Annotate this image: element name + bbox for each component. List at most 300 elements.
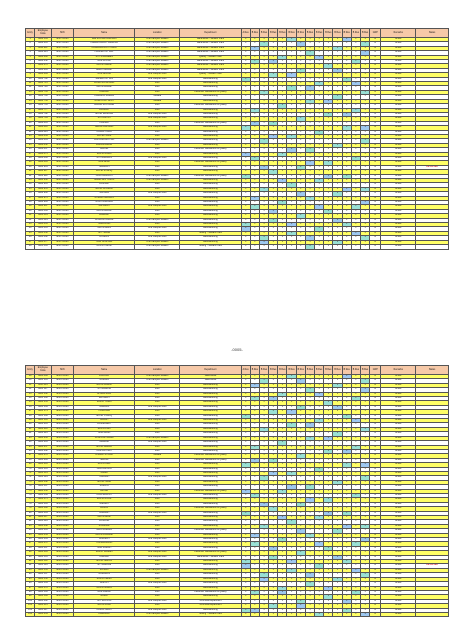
- table-cell: 1: [269, 148, 278, 152]
- table-cell: 1: [259, 427, 268, 431]
- table-cell: 1: [342, 432, 351, 436]
- table-cell: 1: [315, 82, 324, 86]
- table-cell: 76: [26, 493, 35, 497]
- table-cell: 1: [269, 73, 278, 77]
- table-cell: SITI SHARLEEN: [74, 55, 135, 59]
- table-cell: 1: [324, 577, 333, 581]
- table-cell: 1: [360, 227, 369, 231]
- table-cell: 1: [269, 379, 278, 383]
- table-cell: 1: [259, 432, 268, 436]
- table-cell: Manufacturing: [180, 95, 241, 99]
- table-cell: 1: [342, 476, 351, 480]
- table-cell: 3: [241, 60, 250, 64]
- table-cell: 1: [278, 485, 287, 489]
- table-cell: 1: [315, 42, 324, 46]
- table-cell: Active: [381, 485, 416, 489]
- table-cell: Shift 1 2023: [51, 205, 73, 209]
- table-cell: 1: [287, 441, 296, 445]
- column-header: B Res: [342, 366, 351, 375]
- table-cell: Customer Satisfaction & Quality: [180, 489, 241, 493]
- table-cell: 1: [259, 46, 268, 50]
- table-cell: 8004 564: [35, 38, 51, 42]
- table-cell: BSC: [135, 231, 180, 235]
- table-cell: SITI NORBAYA: [74, 156, 135, 160]
- table-cell: Active: [381, 489, 416, 493]
- table-cell: 3: [241, 192, 250, 196]
- table-cell: BSC: [135, 520, 180, 524]
- table-cell: 1: [351, 99, 360, 103]
- table-cell: 3: [241, 240, 250, 244]
- table-cell: 1: [351, 582, 360, 586]
- table-cell: One Campus BSC: [135, 551, 180, 555]
- table-cell: 1: [324, 38, 333, 42]
- table-cell: 1: [305, 82, 314, 86]
- table-cell: 1: [287, 192, 296, 196]
- table-cell: 1: [324, 126, 333, 130]
- table-cell: Manufacturing: [180, 108, 241, 112]
- table-cell: Active: [381, 375, 416, 379]
- table-cell: 1: [278, 608, 287, 612]
- table-cell: Active: [381, 555, 416, 559]
- table-cell: One Campus BSC: [135, 608, 180, 612]
- table-cell: 8005 096: [35, 375, 51, 379]
- table-cell: 1: [351, 170, 360, 174]
- table-cell: 1: [342, 454, 351, 458]
- table-cell: 1: [296, 586, 305, 590]
- table-cell: BSC: [135, 152, 180, 156]
- table-cell: 1: [269, 165, 278, 169]
- table-cell: Manufacturing: [180, 445, 241, 449]
- table-cell: 1: [278, 95, 287, 99]
- table-cell: B: [370, 502, 381, 506]
- table-cell: 1: [287, 445, 296, 449]
- table-cell: 3: [241, 201, 250, 205]
- table-cell: 1: [287, 165, 296, 169]
- table-cell: BSC: [135, 467, 180, 471]
- table-cell: 1: [278, 419, 287, 423]
- table-cell: Manufacturing: [180, 414, 241, 418]
- table-cell: 20: [26, 121, 35, 125]
- table-cell: Active: [381, 126, 416, 130]
- table-cell: Manufacturing: [180, 608, 241, 612]
- table-cell: Active: [381, 577, 416, 581]
- table-cell: 1: [250, 38, 259, 42]
- table-cell: 1: [324, 143, 333, 147]
- table-cell: 3: [241, 51, 250, 55]
- table-cell: Manufacturing: [180, 405, 241, 409]
- table-cell: 1: [296, 590, 305, 594]
- table-cell: B: [370, 68, 381, 72]
- table-cell: BSC: [135, 564, 180, 568]
- table-cell: 1: [250, 524, 259, 528]
- table-cell: 64: [26, 441, 35, 445]
- table-cell: Manufacturing: [180, 524, 241, 528]
- table-cell: Active: [381, 64, 416, 68]
- table-cell: 1: [259, 524, 268, 528]
- table-cell: 1: [315, 471, 324, 475]
- table-cell: 1: [259, 542, 268, 546]
- table-cell: 1: [324, 608, 333, 612]
- table-cell: 1: [315, 148, 324, 152]
- table-cell: 93: [26, 568, 35, 572]
- table-cell: 1: [305, 227, 314, 231]
- table-cell: B: [370, 170, 381, 174]
- table-cell: 1: [342, 524, 351, 528]
- table-cell: 8004 603: [35, 42, 51, 46]
- table-cell: 1: [250, 240, 259, 244]
- table-cell: 1: [259, 143, 268, 147]
- table-cell: 1: [360, 586, 369, 590]
- table-cell: 1: [296, 480, 305, 484]
- table-cell: 1: [287, 502, 296, 506]
- table-cell: 1: [342, 205, 351, 209]
- table-cell: 1: [278, 445, 287, 449]
- table-cell: 1: [333, 383, 342, 387]
- table-cell: 1: [342, 485, 351, 489]
- table-cell: 1: [351, 542, 360, 546]
- table-cell: 8005 186: [35, 414, 51, 418]
- table-cell: 3: [241, 493, 250, 497]
- table-cell: 3: [241, 170, 250, 174]
- table-cell: 81: [26, 516, 35, 520]
- table-cell: 1: [250, 201, 259, 205]
- table-cell: 3: [241, 564, 250, 568]
- table-cell: 1: [269, 476, 278, 480]
- table-cell: Active: [381, 511, 416, 515]
- column-header: B Res: [315, 29, 324, 38]
- table-cell: Active: [381, 214, 416, 218]
- table-cell: 1: [269, 77, 278, 81]
- table-cell: 1: [333, 375, 342, 379]
- table-cell: Active: [381, 82, 416, 86]
- table-cell: B: [370, 551, 381, 555]
- table-cell: 1: [287, 392, 296, 396]
- table-cell: 1: [315, 564, 324, 568]
- table-cell: BSC: [135, 401, 180, 405]
- table-cell: 8004 938: [35, 179, 51, 183]
- table-cell: Customer Satisfaction & Quality: [180, 161, 241, 165]
- column-header: GRP: [370, 29, 381, 38]
- table-cell: 1: [287, 410, 296, 414]
- table-cell: 1: [287, 95, 296, 99]
- table-cell: 1: [342, 379, 351, 383]
- table-cell: 1: [296, 458, 305, 462]
- table-cell: 1: [287, 432, 296, 436]
- table-cell: B: [370, 388, 381, 392]
- table-cell: 1: [360, 538, 369, 542]
- table-cell: 1: [269, 38, 278, 42]
- table-cell: 1: [351, 231, 360, 235]
- table-cell: 32: [26, 174, 35, 178]
- table-cell: Active: [381, 152, 416, 156]
- table-cell: 1: [333, 388, 342, 392]
- table-cell: 1: [315, 529, 324, 533]
- table-cell: Manufacturing: [180, 498, 241, 502]
- table-cell: 1: [351, 401, 360, 405]
- table-cell: AHMAD FIRDAUS: [74, 196, 135, 200]
- table-cell: 1: [342, 95, 351, 99]
- table-cell: Active: [381, 183, 416, 187]
- table-cell: 1: [342, 471, 351, 475]
- table-cell: 1: [269, 130, 278, 134]
- table-cell: Customer Satisfaction & Quality: [180, 454, 241, 458]
- table-cell: 8005 314: [35, 471, 51, 475]
- table-cell: 1: [287, 73, 296, 77]
- table-cell: Manufacturing: [180, 117, 241, 121]
- table-cell: BSC: [135, 533, 180, 537]
- table-cell: 1: [259, 170, 268, 174]
- table-cell: 1: [305, 414, 314, 418]
- table-cell: 1: [315, 38, 324, 42]
- page-number: -0005-: [231, 347, 243, 352]
- table-cell: Active: [381, 236, 416, 240]
- table-cell: 1: [315, 405, 324, 409]
- table-cell: 1: [315, 231, 324, 235]
- table-cell: 1: [259, 445, 268, 449]
- table-cell: Shift 2 2023: [51, 551, 73, 555]
- table-cell: FAIZUL: [74, 507, 135, 511]
- table-cell: 1: [342, 542, 351, 546]
- table-cell: 1: [305, 577, 314, 581]
- table-cell: Manufacturing: [180, 480, 241, 484]
- table-cell: 1: [360, 533, 369, 537]
- table-cell: 1: [269, 240, 278, 244]
- table-cell: NOR FADZILAH: [74, 174, 135, 178]
- table-cell: 1: [269, 218, 278, 222]
- table-cell: 1: [259, 161, 268, 165]
- table-cell: 1: [333, 134, 342, 138]
- table-cell: 1: [315, 108, 324, 112]
- table-cell: 1: [342, 449, 351, 453]
- table-cell: 1: [259, 564, 268, 568]
- table-cell: 8005 487: [35, 546, 51, 550]
- table-cell: 1: [351, 77, 360, 81]
- table-cell: 1: [333, 511, 342, 515]
- table-cell: 1: [333, 516, 342, 520]
- table-cell: Active: [381, 432, 416, 436]
- table-cell: Shift 1 2023: [51, 174, 73, 178]
- table-cell: B: [370, 99, 381, 103]
- table-cell: 1: [269, 90, 278, 94]
- table-cell: 1: [360, 529, 369, 533]
- table-cell: Customer Satisfaction & Quality: [180, 551, 241, 555]
- table-cell: 1: [360, 604, 369, 608]
- table-cell: BSC: [135, 529, 180, 533]
- table-cell: 1: [259, 383, 268, 387]
- table-cell: 3: [241, 577, 250, 581]
- table-cell: ROSMAWATI: [74, 423, 135, 427]
- table-cell: 1: [305, 397, 314, 401]
- table-cell: 1: [305, 560, 314, 564]
- column-header: Location: [135, 29, 180, 38]
- table-cell: Shift 1 2023: [51, 209, 73, 213]
- table-cell: Active: [381, 60, 416, 64]
- table-cell: 1: [250, 179, 259, 183]
- table-cell: Manufacturing: [180, 449, 241, 453]
- table-cell: 1: [342, 245, 351, 249]
- table-cell: 1: [259, 99, 268, 103]
- table-cell: Shift 2 2023: [51, 542, 73, 546]
- table-cell: Active: [381, 454, 416, 458]
- table-cell: 1: [259, 179, 268, 183]
- table-cell: 1: [287, 498, 296, 502]
- table-cell: SUHAILA: [74, 192, 135, 196]
- table-cell: 1: [305, 586, 314, 590]
- table-cell: Warehouse - Sudlam Plant: [180, 555, 241, 559]
- table-cell: 1: [287, 582, 296, 586]
- table-cell: 1: [315, 161, 324, 165]
- table-cell: Warehouse - Sudlam Plant: [180, 68, 241, 72]
- table-cell: B: [370, 524, 381, 528]
- table-cell: 1: [351, 419, 360, 423]
- table-cell: 1: [351, 502, 360, 506]
- table-cell: 1: [296, 546, 305, 550]
- table-cell: One Campus Sudlam: [135, 612, 180, 616]
- table-cell: 1: [324, 170, 333, 174]
- table-cell: 1: [287, 414, 296, 418]
- table-cell: 1: [296, 383, 305, 387]
- table-cell: 1: [315, 485, 324, 489]
- table-cell: 1: [351, 218, 360, 222]
- table-cell: 1: [287, 223, 296, 227]
- table-cell: 1: [296, 117, 305, 121]
- table-cell: Shift 2 2023: [51, 454, 73, 458]
- table-cell: 1: [269, 134, 278, 138]
- table-cell: 1: [269, 449, 278, 453]
- table-cell: 8005 077: [35, 240, 51, 244]
- table-cell: 1: [360, 458, 369, 462]
- table-cell: 1: [324, 121, 333, 125]
- table-cell: MOHD ARIF: [74, 463, 135, 467]
- table-cell: 1: [287, 108, 296, 112]
- table-cell: 1: [278, 599, 287, 603]
- table-cell: 1: [351, 516, 360, 520]
- table-cell: Active: [381, 383, 416, 387]
- table-cell: 1: [360, 130, 369, 134]
- table-cell: 1: [250, 196, 259, 200]
- table-cell: 1: [305, 201, 314, 205]
- table-cell: B: [370, 564, 381, 568]
- table-row: [26, 245, 449, 249]
- table-cell: 8004 891: [35, 161, 51, 165]
- table-cell: Manufacturing: [180, 560, 241, 564]
- table-cell: 1: [287, 471, 296, 475]
- table-cell: 1: [351, 42, 360, 46]
- table-cell: 3: [241, 38, 250, 42]
- table-cell: 1: [333, 240, 342, 244]
- table-cell: B: [370, 476, 381, 480]
- table-cell: 55: [26, 401, 35, 405]
- table-cell: 1: [360, 599, 369, 603]
- table-cell: B: [370, 441, 381, 445]
- table-cell: 1: [296, 414, 305, 418]
- table-cell: 8004 960: [35, 192, 51, 196]
- table-cell: 1: [360, 240, 369, 244]
- table-cell: B: [370, 511, 381, 515]
- table-cell: 1: [305, 516, 314, 520]
- table-cell: B: [370, 599, 381, 603]
- table-cell: 1: [333, 401, 342, 405]
- table-cell: 1: [287, 240, 296, 244]
- table-cell: 1: [333, 577, 342, 581]
- table-cell: 1: [250, 104, 259, 108]
- table-cell: 1: [333, 410, 342, 414]
- table-cell: 1: [305, 152, 314, 156]
- table-cell: 1: [296, 516, 305, 520]
- table-cell: 1: [250, 245, 259, 249]
- table-cell: 60: [26, 423, 35, 427]
- table-cell: B: [370, 392, 381, 396]
- table-cell: 1: [342, 480, 351, 484]
- table-cell: 3: [241, 538, 250, 542]
- table-cell: 1: [269, 445, 278, 449]
- table-cell: B: [370, 586, 381, 590]
- table-cell: 1: [351, 436, 360, 440]
- table-cell: B: [370, 108, 381, 112]
- table-cell: 1: [315, 507, 324, 511]
- table-cell: 1: [324, 520, 333, 524]
- table-cell: 1: [269, 187, 278, 191]
- table-cell: 1: [287, 577, 296, 581]
- table-cell: One Campus Sudlam: [135, 60, 180, 64]
- table-cell: 1: [351, 60, 360, 64]
- table-cell: 1: [287, 245, 296, 249]
- table-cell: 1: [342, 46, 351, 50]
- table-cell: Shift 2 2023: [51, 529, 73, 533]
- table-cell: 1: [259, 529, 268, 533]
- table-cell: 73: [26, 480, 35, 484]
- table-cell: 1: [333, 432, 342, 436]
- table-cell: BSC: [135, 471, 180, 475]
- table-cell: One Campus BSC: [135, 538, 180, 542]
- table-cell: 1: [278, 134, 287, 138]
- table-cell: 1: [360, 498, 369, 502]
- table-cell: 1: [305, 183, 314, 187]
- table-cell: 3: [241, 511, 250, 515]
- column-header: B Res: [360, 29, 369, 38]
- table-cell: 1: [269, 599, 278, 603]
- table-cell: Active: [381, 463, 416, 467]
- table-cell: 3: [241, 590, 250, 594]
- table-cell: 1: [342, 441, 351, 445]
- table-cell: 61: [26, 427, 35, 431]
- table-cell: 24: [26, 139, 35, 143]
- table-cell: 1: [333, 95, 342, 99]
- table-cell: 1: [360, 493, 369, 497]
- column-header: Name: [74, 366, 135, 375]
- table-cell: 3: [241, 397, 250, 401]
- table-cell: 1: [333, 205, 342, 209]
- table-cell: 1: [351, 68, 360, 72]
- table-cell: MOHD TARMIZI: [74, 551, 135, 555]
- table-cell: 1: [287, 143, 296, 147]
- table-cell: BSC: [135, 108, 180, 112]
- table-cell: 1: [360, 375, 369, 379]
- table-cell: Active: [381, 42, 416, 46]
- table-cell: 1: [296, 218, 305, 222]
- table-cell: 1: [360, 46, 369, 50]
- table-cell: 1: [269, 170, 278, 174]
- column-header: B Res: [269, 29, 278, 38]
- table-cell: 1: [269, 410, 278, 414]
- table-cell: Active: [381, 77, 416, 81]
- table-cell: 1: [324, 432, 333, 436]
- table-cell: 1: [324, 64, 333, 68]
- table-cell: 1: [315, 104, 324, 108]
- table-cell: 1: [315, 524, 324, 528]
- table-cell: 8004 761: [35, 104, 51, 108]
- table-cell: 1: [333, 533, 342, 537]
